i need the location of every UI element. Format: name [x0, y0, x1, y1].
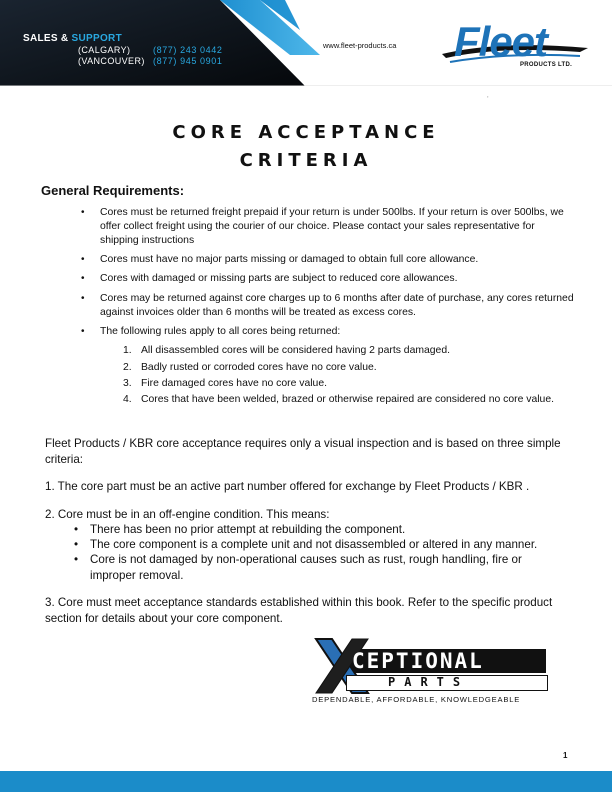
rule-item: 2. Badly rusted or corroded cores have no core value. — [123, 362, 377, 373]
criteria-1: 1. The core part must be an active part number offered for exchange by Fleet Products / KBR . — [45, 480, 530, 493]
phone-vancouver: (877) 945 0901 — [153, 56, 223, 66]
location-calgary: (CALGARY) — [78, 45, 131, 55]
footer-bar — [0, 771, 612, 792]
fleet-logo-sub: PRODUCTS LTD. — [520, 62, 573, 68]
criteria-2-item: • The core component is a complete unit and not disassembled or altered in any manner. — [74, 538, 538, 551]
rule-item: 3. Fire damaged cores have no core value. — [123, 378, 327, 389]
xp-word: CEPTIONAL — [352, 649, 484, 673]
website-link[interactable]: www.fleet-products.ca — [323, 41, 397, 50]
rule-item: 1. All disassembled cores will be considered having 2 parts damaged. — [123, 345, 450, 356]
sales-support-label: SALES & SUPPORT — [23, 33, 122, 44]
bullet-item: • Cores must be returned freight prepaid if your return is under 500lbs. If your return is over 500lbs, we offer collect freight using the courier of our choice. Please contact your sales representative for shipping instructions — [81, 207, 564, 246]
bullet-item: • Cores must have no major parts missing or damaged to obtain full core allowance. — [81, 254, 479, 265]
xp-parts-word: PARTS — [388, 675, 470, 689]
xp-tagline: DEPENDABLE, AFFORDABLE, KNOWLEDGEABLE — [312, 695, 521, 704]
location-vancouver: (VANCOUVER) — [78, 56, 145, 66]
bullet-item: • Cores may be returned against core charges up to 6 months after date of purchase, any cores returned against invoices older than 6 months will be treated as excess cores. — [81, 293, 574, 318]
general-requirements-heading: General Requirements: — [41, 183, 185, 198]
criteria-2: 2. Core must be in an off-engine condition. This means: — [45, 508, 330, 521]
rule-item: 4. Cores that have been welded, brazed or otherwise repaired are considered no core value. — [123, 394, 554, 405]
bullet-item: • The following rules apply to all cores being returned: — [81, 326, 341, 337]
xceptional-parts-logo — [308, 635, 553, 710]
criteria-3: 3. Core must meet acceptance standards established within this book. Refer to the specific product section for details about your core component. — [45, 596, 553, 625]
page-number: 1 — [563, 751, 568, 760]
fleet-logo-word: Fleet — [454, 18, 548, 65]
fleet-logo — [440, 18, 590, 73]
page-header — [0, 0, 612, 86]
page-title-line2: CRITERIA — [239, 150, 373, 171]
intro-paragraph: Fleet Products / KBR core acceptance requires only a visual inspection and is based on three simple criteria: — [45, 437, 561, 466]
phone-calgary: (877) 243 0442 — [153, 45, 223, 55]
bullet-item: • Cores with damaged or missing parts are subject to reduced core allowances. — [81, 273, 458, 284]
page-title-line1: CORE ACCEPTANCE — [172, 122, 440, 143]
tick-mark: , — [487, 93, 489, 99]
criteria-2-item: • Core is not damaged by non-operational causes such as rust, rough handling, fire or improper removal. — [74, 553, 522, 582]
criteria-2-item: • There has been no prior attempt at rebuilding the component. — [74, 523, 406, 536]
